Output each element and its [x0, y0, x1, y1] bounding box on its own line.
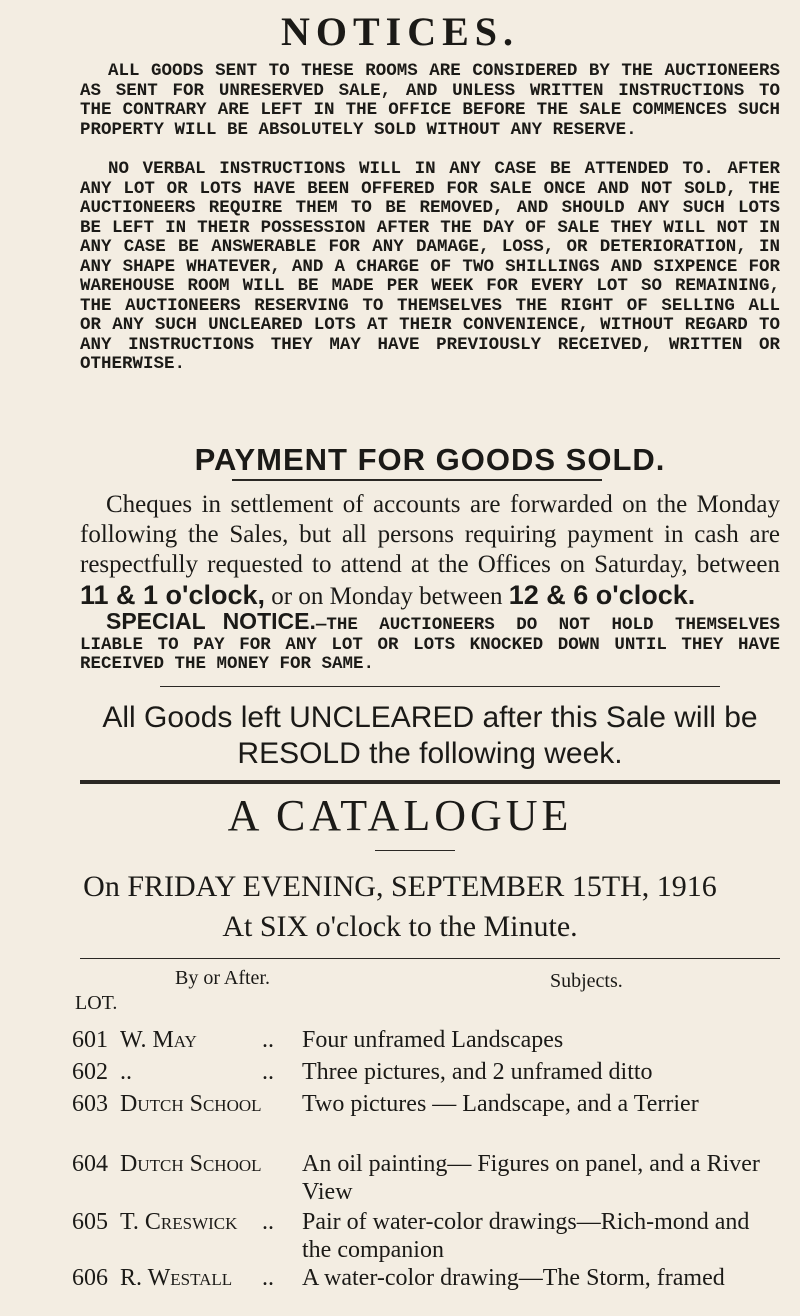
payment-text-a: Cheques in settlement of accounts are forwarded on the Monday following the Sales, but all persons requiring payment in cash are respectfully requested to attend at the Offices on Saturday, between	[80, 491, 780, 578]
lot-subject: Four unframed Landscapes	[302, 1027, 564, 1053]
lot-number: 604	[72, 1151, 108, 1177]
notices-title: NOTICES.	[280, 9, 520, 54]
special-notice-divider	[160, 686, 720, 687]
uncleared-goods-notice: All Goods left UNCLEARED after this Sale will be RESOLD the following week.	[102, 701, 758, 770]
lot-subject: A water-color drawing—The Storm, framed	[302, 1265, 725, 1291]
lot-artist: T. Creswick	[120, 1209, 238, 1235]
sale-time: At SIX o'clock to the Minute.	[222, 910, 578, 943]
lot-subject: Pair of water-color drawings—Rich-mond and the companion	[302, 1209, 750, 1263]
lot-separator: ..	[262, 1059, 274, 1085]
special-notice-text: —THE AUCTIONEERS DO NOT HOLD THEMSELVES LIABLE TO PAY FOR ANY LOT OR LOTS KNOCKED DOWN UNTIL THEY HAVE RECEIVED THE MONEY FOR SAME.	[80, 615, 780, 674]
notice-paragraph-verbal-text: NO VERBAL INSTRUCTIONS WILL IN ANY CASE BE ATTENDED TO. AFTER ANY LOT OR LOTS HAVE BEEN OFFERED FOR SALE ONCE AND NOT SOLD, THE AUCTIONEERS REQUIRE THEM TO BE REMOVED, AND SHOULD ANY SUCH LOTS BE LEFT IN THEIR POSSESSION AFTER THE DAY OF SALE THEY WILL NOT IN ANY CASE BE ANSWERABLE FOR ANY DAMAGE, LOSS, OR DETERIORATION, IN ANY SHAPE WHATEVER, AND A CHARGE OF TWO SHILLINGS AND SIXPENCE FOR WAREHOUSE ROOM WILL BE MADE PER WEEK FOR EVERY LOT SO REMAINING, THE AUCTIONEERS RESERVING TO THEMSELVES THE RIGHT OF SELLING ALL OR ANY SUCH UNCLEARED LOTS AT THEIR CONVENIENCE, WITHOUT REGARD TO ANY INSTRUCTIONS THEY MAY HAVE PREVIOUSLY RECEIVED, WRITTEN OR OTHERWISE.	[80, 159, 780, 374]
sale-date: On FRIDAY EVENING, SEPTEMBER 15TH, 1916	[83, 870, 717, 903]
payment-text-b: or on Monday between	[271, 583, 503, 610]
payment-paragraph	[80, 490, 780, 612]
special-notice	[80, 608, 780, 675]
catalogue-title-ornament	[375, 850, 455, 851]
lot-subject: An oil painting— Figures on panel, and a River View	[302, 1151, 760, 1205]
lot-separator: ..	[262, 1265, 274, 1291]
notice-paragraph-verbal	[80, 160, 780, 375]
lot-number: 602	[72, 1059, 108, 1085]
lot-separator: ..	[262, 1027, 274, 1053]
lot-artist: R. Westall	[120, 1265, 233, 1291]
lot-artist: ..	[120, 1059, 132, 1085]
payment-time-saturday: 11 & 1 o'clock,	[80, 580, 266, 610]
header-subjects: Subjects.	[550, 970, 623, 992]
lot-number: 603	[72, 1091, 108, 1117]
table-top-rule	[80, 958, 780, 959]
lot-subject: Three pictures, and 2 unframed ditto	[302, 1059, 653, 1085]
lot-subject: Two pictures — Landscape, and a Terrier	[302, 1091, 699, 1117]
catalogue-title: A CATALOGUE	[227, 791, 573, 840]
lot-separator: ..	[262, 1209, 274, 1235]
header-by-or-after: By or After.	[175, 967, 270, 989]
lot-artist: Dutch School	[120, 1151, 262, 1177]
payment-heading: PAYMENT FOR GOODS SOLD.	[194, 442, 666, 477]
notice-paragraph-unreserved-text: ALL GOODS SENT TO THESE ROOMS ARE CONSIDERED BY THE AUCTIONEERS AS SENT FOR UNRESERVED SALE, AND UNLESS WRITTEN INSTRUCTIONS TO THE CONTRARY ARE LEFT IN THE OFFICE BEFORE THE SALE COMMENCES SUCH PROPERTY WILL BE ABSOLUTELY SOLD WITHOUT ANY RESERVE.	[80, 61, 780, 140]
special-notice-lead: SPECIAL NOTICE.	[106, 608, 316, 634]
payment-heading-underline	[232, 479, 602, 481]
payment-time-monday: 12 & 6 o'clock.	[508, 580, 696, 610]
header-lot: LOT.	[75, 992, 118, 1014]
catalogue-top-rule	[80, 780, 780, 784]
lot-number: 605	[72, 1209, 108, 1235]
lot-artist: W. May	[120, 1027, 197, 1053]
lot-artist: Dutch School	[120, 1091, 262, 1117]
lot-number: 606	[72, 1265, 108, 1291]
notice-paragraph-unreserved	[80, 62, 780, 140]
lot-number: 601	[72, 1027, 108, 1053]
